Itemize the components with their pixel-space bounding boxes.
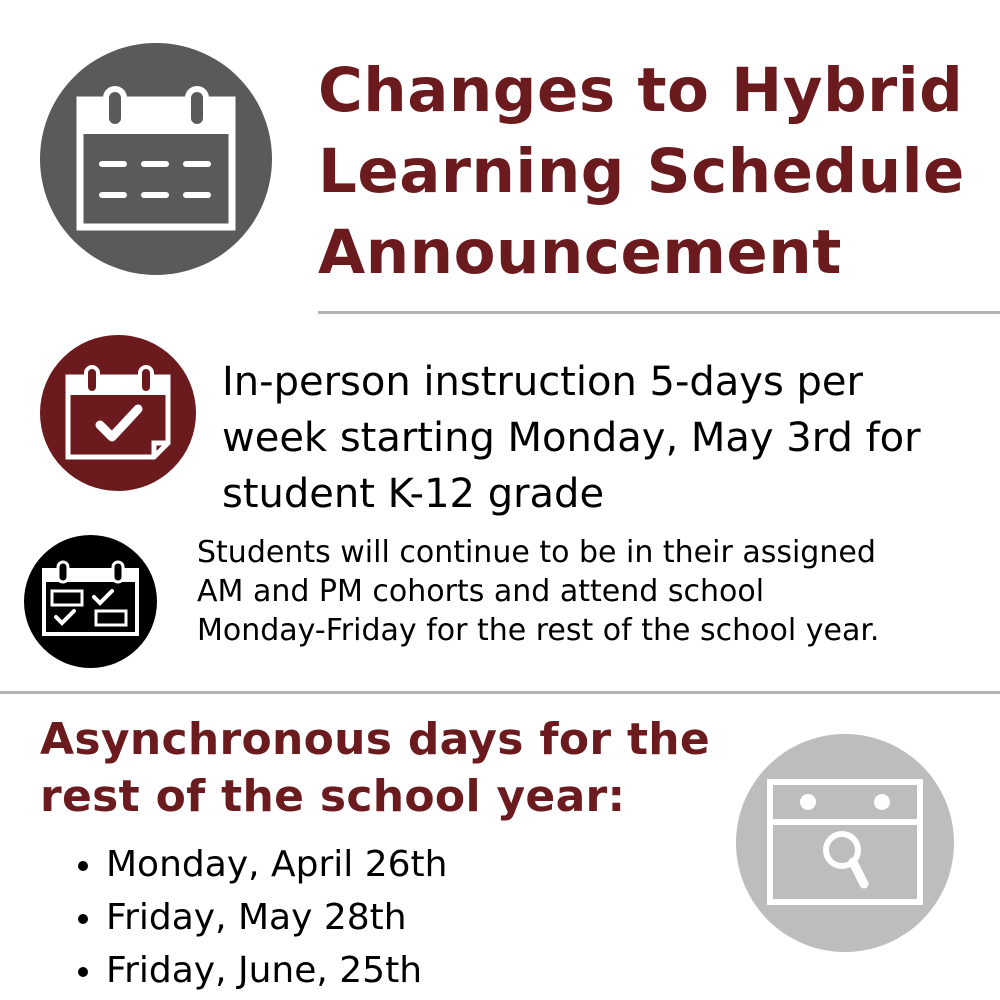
- list-item: Friday, June, 25th: [72, 944, 447, 997]
- list-item: Monday, April 26th: [72, 838, 447, 891]
- list-item: Friday, May 28th: [72, 891, 447, 944]
- lead-line: week starting Monday, May 3rd for: [222, 415, 921, 461]
- heading-line: rest of the school year:: [40, 771, 626, 822]
- title-line: Learning Schedule: [318, 136, 965, 207]
- detail-line: Monday-Friday for the rest of the school year.: [197, 613, 880, 648]
- calendar-search-icon: [736, 734, 954, 952]
- heading-line: Asynchronous days for the: [40, 714, 711, 765]
- async-days-heading: [40, 711, 740, 825]
- page-title: [318, 50, 998, 293]
- section-divider: [0, 691, 1000, 694]
- in-person-announcement: [222, 354, 1000, 522]
- calendar-checklist-icon: [24, 535, 157, 668]
- calendar-check-icon: [40, 335, 196, 491]
- lead-line: student K-12 grade: [222, 471, 605, 517]
- top-divider: [318, 311, 1000, 314]
- title-line: Changes to Hybrid: [318, 55, 964, 126]
- detail-line: Students will continue to be in their assigned: [197, 535, 876, 570]
- detail-line: AM and PM cohorts and attend school: [197, 574, 765, 609]
- lead-line: In-person instruction 5-days per: [222, 359, 863, 405]
- async-dates-list: [72, 838, 447, 997]
- cohort-details: [197, 533, 997, 650]
- calendar-icon: [40, 43, 272, 275]
- title-line: Announcement: [318, 217, 842, 288]
